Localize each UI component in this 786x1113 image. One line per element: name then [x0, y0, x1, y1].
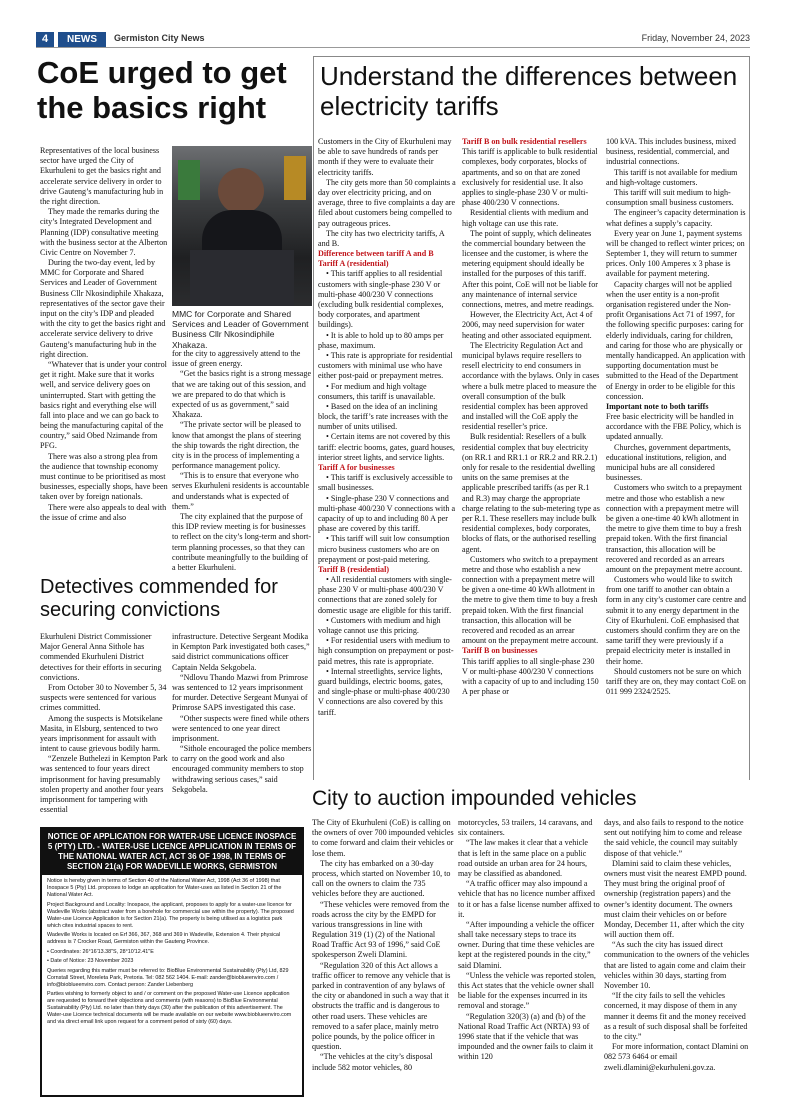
story2-col2: [172, 632, 312, 822]
paragraph: • This rate is appropriate for residential customers with minimal use who have either post-paid or prepayment metres.: [318, 350, 453, 381]
page-header: [36, 32, 750, 48]
paragraph: This tariff applies to all single-phase 230 V or multi-phase 400/230 V connections with a capacity of up to and including 150 A per phase or: [462, 656, 599, 697]
notice-heading: NOTICE OF APPLICATION FOR WATER-USE LICENCE INOSPACE 5 (PTY) LTD. - WATER-USE LICENCE APPLICATION IN TERMS OF THE NATIONAL WATER ACT, ACT 36 OF 1998, IN TERMS OF SECTION 21(a) FOR WADEVILLE WORKS, GERMISTON: [42, 829, 302, 875]
paragraph: “The law makes it clear that a vehicle that is left in the same place on a public road outside an urban area for 24 hours, may be classified as abandoned.: [458, 838, 589, 878]
subheading: Important note to both tariffs: [606, 401, 709, 411]
paragraph: “Get the basics right is a strong message that we are taking out of this session, and we are prepared to do that which is expected of us as government,” said Xhakaza.: [172, 369, 312, 420]
paragraph: The city gets more than 50 complaints a day over electricity pricing, and on average, three to five complaints a day are filed about customers being compelled to pay outrageous prices.: [318, 177, 456, 228]
subheading: Tariff B (residential): [318, 564, 390, 574]
story4-col2: [458, 818, 600, 1100]
paragraph: 100 kVA. This includes business, mixed business, residential, commercial, and industrial connections.: [606, 137, 736, 167]
subheading: Tariff B on businesses: [462, 646, 538, 656]
paragraph: This tariff is not available for medium and high-voltage customers.: [606, 167, 738, 187]
paragraph: Wadeville Works is located on Erf 366, 367, 368 and 369 in Wadeville, Extension 4. Their physical address is 7 Crocker Road, Germiston within the Gauteng Province.: [47, 932, 281, 946]
paragraph: They made the remarks during the city’s Integrated Development and Planning (IDP) consultative meeting with the business sector at the Alberton Civic Centre on November 7.: [40, 207, 168, 257]
paragraph: for the city to aggressively attend to the issue of green energy.: [172, 349, 301, 369]
paragraph: days, and also fails to respond to the notice sent out notifying him to come and release the said vehicle, the council may suitably dispose of that vehicle.”: [604, 818, 744, 858]
paragraph: Queries regarding this matter must be referred to: BioBlue Environmental Sustainability (Pty) Ltd, 829 Cornstall Street, Moreleta Park, Pretoria. Tel: 082 562 1404. E-mail: zander@bioblueenviro.com / info@bioblueenviro.com. Contact person: Zander Liebenberg: [47, 967, 289, 988]
paragraph: Free basic electricity will be handled in accordance with the FBE Policy, which is updated annually.: [606, 412, 742, 442]
paragraph: Residential clients with medium and high voltage can use this rate.: [462, 208, 589, 228]
photo-caption: MMC for Corporate and Shared Services and Leader of Government Business Cllr Nkosindiphile Xhakaza.: [172, 309, 309, 350]
subheading: Tariff A (residential): [318, 259, 389, 269]
story1-photo: [172, 146, 312, 306]
paragraph: Customers who switch to a prepayment metre and those who establish a new connection with a prepayment metre will be given a one-time 40 kWh allotment in the metre to give them time to buy a fresh prepaid token. With the first financial transaction, this allocation will be recovered and recorded as an arrears amount on the prepayment metre account.: [606, 483, 743, 574]
paragraph: • For medium and high voltage consumers, this tariff is unavailable.: [318, 381, 436, 401]
story4-headline: City to auction impounded vehicles: [312, 787, 637, 810]
paragraph: • It is able to hold up to 80 amps per phase, maximum.: [318, 330, 444, 350]
paragraph: The City of Ekurhuleni (CoE) is calling on the owners of over 700 impounded vehicles to come forward and claim their vehicles or lose them.: [312, 818, 454, 858]
paragraph: Customers who would like to switch from one tariff to another can obtain a form in any city’s customer care centre and submit it to any energy department in the City of Ekurhuleni. CoE emphasised that customers should confirm they are on the same tariff they were previously if a prepaid electricity meter is installed in their home.: [606, 575, 746, 666]
story3-col2: [462, 137, 600, 775]
section-label: NEWS: [58, 32, 106, 47]
paragraph: motorcycles, 53 trailers, 14 caravans, and six containers.: [458, 818, 593, 838]
paragraph: “Regulation 320 of this Act allows a traffic officer to remove any vehicle that is parked in contravention of any bylaws of the city or abandoned in such a way that it obstructs the traffic and is dangerous to other road users. These vehicles are removed to a safer place, mainly metro police pounds, by the police officer in question.: [312, 960, 451, 1052]
story2-col1: [40, 632, 168, 822]
paragraph: “The private sector will be pleased to know that amongst the plans of steering the ship towards the right direction, the city is in the process of implementing a performance management policy.: [172, 420, 302, 471]
story1-headline: CoE urged to get the basics right: [37, 56, 287, 125]
paragraph: infrastructure. Detective Sergeant Modika in Kempton Park investigated both cases,” said district communications officer Captain Nelda Sekgobela.: [172, 632, 310, 672]
paragraph: • Coordinates: 26°16'13.38"S, 28°10'12.41"E: [47, 948, 154, 955]
paragraph: The point of supply, which delineates the commercial boundary between the licensee and the customer, is where the metering equipment should ideally be installed for the purposes of this tariff. After this point, CoE will not be liable for any maintenance of internal service connections, metres, and metre readings.: [462, 228, 598, 309]
story3-col1: [318, 137, 456, 775]
paragraph: “As such the city has issued direct communication to the owners of the vehicles that are listed to again come and claim their vehicles within 30 days, starting from November 10.: [604, 940, 750, 990]
paragraph: Project Background and Locality: Inospace, the applicant, proposes to apply for a water-use licence for Wadeville Works (abstract water from a borehole for commercial use within the property). The proposed Water-use Licence Application is for Section 21(a). The property is being utilised as a logistics park which cites industrial spaces to rent.: [47, 901, 294, 929]
paragraph: Parties wishing to formerly object to and / or comment on the proposed Water-use Licence application are requested to forward their objections and comments (with reasons) to BioBlue Environmental Sustainability (Pty) Ltd. no later than thirty days (30) after the publication of this advertisement. The Water-use Licence technical documents will be made available on our website www.bioblueenviro.com and via direct email link upon request for a comment period of sixty (60) days.: [47, 991, 292, 1026]
paragraph: “Unless the vehicle was reported stolen, this Act states that the vehicle owner shall be liable for the expenses incurred in its removal and storage.”: [458, 970, 596, 1011]
paragraph: Ekurhuleni District Commissioner Major General Anna Sithole has commended Ekurhuleni District detectives for their efforts in securing convictions.: [40, 632, 162, 682]
paragraph: • Single-phase 230 V connections and multi-phase 400/230 V connections with a capacity of up to and including 80 A per phase are covered by this tariff.: [318, 493, 456, 534]
flag-graphic: [284, 156, 306, 200]
paragraph: • This tariff will suit low consumption micro business customers who are on prepayment or post-paid metering.: [318, 534, 450, 564]
story2-headline: Detectives commended for securing convictions: [40, 576, 278, 621]
notice-body: [42, 875, 302, 1032]
paragraph: Bulk residential: Resellers of a bulk residential complex that buy electricity (on RR.1 and RR1.1 or RR.2 and RR.2.1) only for resale to the residential dwelling units on the same premises at the applicable prescribed tariffs (as per R.1 and R.3) may charge the appropriate charge relating to the sub-metering type as per R.1. These resellers may include bulk residential complexes, body corporates, blocks of flats, or the authorised reselling agent.: [462, 432, 600, 554]
paragraph: Should customers not be sure on which tariff they are on, they may contact CoE on 011 999 2324/2525.: [606, 666, 746, 697]
story1-col2: [172, 349, 312, 571]
paragraph: “Sithole encouraged the police members to carry on the good work and also encouraged community members to stop withdrawing serious cases,” said Sekgobela.: [172, 744, 312, 794]
paragraph: Every year on June 1, payment systems will be changed to reflect winter prices; on September 1, they will return to summer prices. Only 100 Amperes x 3 phase is available for payment metering.: [606, 228, 745, 279]
paragraph: • This tariff applies to all residential customers with single-phase 230 V or multi-phase 400/230 V connections (excluding bulk residential complexes, body corporates, and apartment buildings).: [318, 269, 444, 330]
paragraph: “Ndlovu Thando Mazwi from Primrose was sentenced to 12 years imprisonment for murder. Detective Sergeant Munyai of Primrose SAPS investigated this case.: [172, 672, 308, 713]
paragraph: • All residential customers with single-phase 230 V or multi-phase 400/230 V connections that are zoned solely for domestic usage are eligible for this tariff.: [318, 575, 452, 615]
paragraph: However, the Electricity Act, Act 4 of 2006, may need supervision for water heating and other associated equipment.: [462, 310, 593, 340]
paragraph: Capacity charges will not be applied when the user entity is a non-profit organisation registered under the Non-profit Organisations Act 71 of 1997, for the following specific purposes: caring for elderly individuals, caring for children, and caring for those who are physically or mentally handicapped. An application with supporting documentation must be submitted to the Head of the Department of Energy in order to be eligible for this concession.: [606, 279, 746, 401]
newspaper-name: Germiston City News: [114, 33, 205, 43]
story3-headline: Understand the differences between electricity tariffs: [320, 62, 738, 121]
paragraph: Dlamini said to claim these vehicles, owners must visit the nearest EMPD pound. They must bring the original proof of ownership (registration papers) and the owner’s identity document. The owners must claim their vehicles on or before Monday, December 11, after which the city will auction them off.: [604, 858, 747, 940]
paragraph: The Electricity Regulation Act and municipal bylaws require resellers to resell electricity to end consumers in accordance with the bylaws. Only in cases where a bulk metre placed to measure the overall consumption of the bulk residential complex has been approved and installed will the CoE apply the residential reseller’s price.: [462, 340, 600, 432]
paragraph: The city has embarked on a 30-day process, which started on November 10, to call on the owners to claim the 735 vehicles before they are auctioned.: [312, 858, 451, 899]
subheading: Difference between tariff A and B: [318, 249, 434, 259]
paragraph: This tariff is applicable to bulk residential complexes, body corporates, blocks of apartments, and so on that are zoned exclusively for residential use. It also applies to single-phase 230 V or multi-phase 400/230 V connections.: [462, 147, 598, 208]
paragraph: Churches, government departments, educational institutions, religion, and municipal hubs are all considered businesses.: [606, 442, 731, 483]
paragraph: Customers in the City of Ekurhuleni may be able to save hundreds of rands per month if they were to evaluate their electricity tariffs.: [318, 137, 452, 177]
paragraph: Customers who switch to a prepayment metre and those who establish a new connection with a prepayment metre will be given a one-time 40 kWh allotment in the metre to give them time to buy a fresh prepaid token. With the first financial transaction, this allocation will be recovered and recoded as an arrear amount on the prepayment metre account.: [462, 554, 599, 646]
podium: [190, 250, 294, 306]
page-number: 4: [36, 32, 54, 47]
paragraph: “Regulation 320(3) (a) and (b) of the National Road Traffic Act (NRTA) 93 of 1996 state that if the vehicle that was impounded and the owner fails to claim it within 120: [458, 1011, 594, 1062]
flag-graphic: [178, 160, 200, 200]
paragraph: “This is to ensure that everyone who serves Ekurhuleni residents is accountable and understands what is expected of them.”: [172, 471, 310, 511]
paragraph: • This tariff is exclusively accessible to small businesses.: [318, 473, 453, 493]
paragraph: “Whatever that is under your control get it right. Make sure that it works well, and service delivery goes on uninterrupted. Start with getting the basics right and everything else will fall into place and we can go back to being the manufacturing capital of the country,” said Obed Nzimande from PFG.: [40, 359, 167, 451]
speaker-head: [218, 168, 264, 214]
paragraph: • Certain items are not covered by this tariff: electric booms, gates, guard houses, interior street lights, and service lights.: [318, 432, 455, 462]
paragraph: The city explained that the purpose of this IDP review meeting is for businesses to reflect on the city’s long-term and short-term planning processes, so that they can contribute meaningfully to the building of a better Ekurhuleni.: [172, 512, 312, 571]
paragraph: During the two-day event, led by MMC for Corporate and Shared Services and Leader of Government Business Cllr Nkosindiphile Xhakaza, representatives of the sector gave their input on the city’s IDP and pleaded with the city to get the basics right and accelerate service delivery to drive Gauteng’s manufacturing hub in the right direction.: [40, 258, 166, 359]
paragraph: “If the city fails to sell the vehicles concerned, it may dispose of them in any manner it deems fit and the money received as a result of such disposal shall be forfeited to the city.”: [604, 991, 748, 1041]
subheading: Tariff A for businesses: [318, 463, 395, 472]
paragraph: • For residential users with medium to high consumption on prepayment or post-paid metres, this rate is appropriate.: [318, 636, 454, 666]
paragraph: • Internal streetlights, service lights, guard buildings, electric booms, gates, and single-phase or multi-phase 400/230 V connections are also covered by this tariff.: [318, 666, 450, 717]
paragraph: The city has two electricity tariffs, A and B.: [318, 228, 445, 248]
paragraph: The engineer’s capacity determination is what defines a supply’s capacity.: [606, 208, 746, 228]
paragraph: From October 30 to November 5, 34 suspects were sentenced for various crimes committed.: [40, 682, 167, 713]
paragraph: There were also appeals to deal with the issue of crime and also: [40, 502, 167, 522]
issue-date: Friday, November 24, 2023: [641, 33, 750, 43]
paragraph: Among the suspects is Motsikelane Masita, in Elsburg, sentenced to two years imprisonment for assault with intent to cause grievous bodily harm.: [40, 713, 163, 754]
paragraph: • Date of Notice: 23 November 2023: [47, 958, 134, 965]
paragraph: “The vehicles at the city’s disposal include 582 motor vehicles, 80: [312, 1052, 433, 1072]
paragraph: This tariff will suit medium to high-consumption small business customers.: [606, 187, 734, 208]
story3-col3: [606, 137, 746, 775]
paragraph: For more information, contact Dlamini on 082 573 6464 or email zweli.dlamini@ekurhuleni.gov.za.: [604, 1042, 749, 1072]
paragraph: There was also a strong plea from the audience that township economy must continue to be prioritised as most businesses, especially shops, have been taken over by foreign nationals.: [40, 451, 168, 502]
paragraph: • Based on the idea of an inclining block, the tariff’s rate increases with the number of units utilised.: [318, 401, 448, 432]
paragraph: Notice is hereby given in terms of Section 40 of the National Water Act, 1998 (Act 36 of 1998) that Inospace 5 (Pty) Ltd. proposes to lodge an application for Water-uses as listed in Section 21 of the National Water Act.: [47, 878, 282, 899]
paragraph: “Other suspects were fined while others were sentenced to one year direct imprisonment.: [172, 713, 310, 743]
paragraph: • Customers with medium and high voltage cannot use this pricing.: [318, 615, 441, 635]
story4-col3: [604, 818, 750, 1100]
paragraph: “Zenzele Buthelezi in Kempton Park was sentenced to four years direct imprisonment for having presumably stolen property and another four years imprisonment for tampering with essential: [40, 754, 168, 815]
subheading: Tariff B on bulk residential resellers: [462, 137, 587, 146]
story4-col1: [312, 818, 454, 1100]
paragraph: Representatives of the local business sector have urged the City of Ekurhuleni to get the basics right and accelerate service delivery in order to drive Gauteng’s manufacturing hub in the right direction.: [40, 146, 164, 206]
water-licence-notice: [40, 827, 304, 1097]
paragraph: “After impounding a vehicle the officer shall take necessary steps to trace its owner. During that time these vehicles are kept at the registered pounds in the city,” said Dlamini.: [458, 919, 595, 970]
paragraph: “These vehicles were removed from the roads across the city by the EMPD for various transgressions in line with Regulation 319 (1) (2) of the National Road Traffic Act 93 of 1996,” said CoE spokesperson Zweli Dlamini.: [312, 899, 450, 960]
paragraph: “A traffic officer may also impound a vehicle that has no licence number affixed to it or has a false license number affixed to it.: [458, 879, 600, 919]
